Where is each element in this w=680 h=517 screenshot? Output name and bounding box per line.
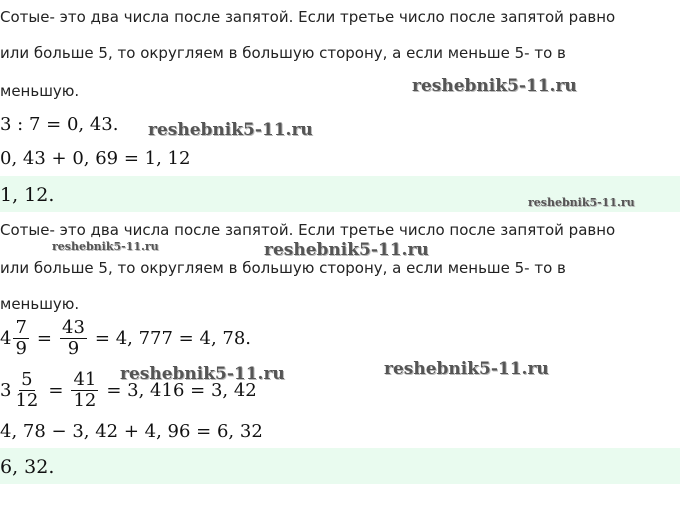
fraction-denominator: 9	[15, 338, 27, 359]
watermark: reshebnik5-11.ru	[528, 196, 635, 209]
fraction-denominator: 9	[67, 338, 80, 359]
fraction-numerator: 5	[21, 369, 33, 390]
answer-band-2	[0, 448, 680, 484]
fraction-denominator: 12	[73, 390, 97, 411]
fraction	[60, 318, 87, 359]
calculation-final: 4, 78 − 3, 42 + 4, 96 = 6, 32	[0, 421, 263, 442]
watermark: reshebnik5-11.ru	[52, 240, 159, 253]
answer-1: 1, 12.	[0, 184, 55, 206]
fraction-numerator: 41	[73, 369, 97, 390]
explanation-line-2b: или больше 5, то округляем в большую сторону, а если меньше 5- то в	[0, 259, 566, 277]
fraction-numerator: 7	[15, 317, 27, 338]
watermark: reshebnik5-11.ru	[412, 76, 577, 96]
explanation-line-3: меньшую.	[0, 82, 80, 100]
calculation-result: = 3, 416 = 3, 42	[106, 380, 257, 401]
watermark: reshebnik5-11.ru	[264, 240, 429, 260]
fraction	[13, 318, 28, 359]
watermark: reshebnik5-11.ru	[120, 364, 285, 384]
fraction-denominator: 12	[15, 390, 39, 411]
calculation-sum: 0, 43 + 0, 69 = 1, 12	[0, 148, 191, 169]
calculation-fraction-1	[0, 318, 251, 359]
equals-sign: =	[48, 380, 64, 401]
explanation-line-1: Сотые- это два числа после запятой. Если третье число после запятой равно	[0, 8, 616, 26]
watermark: reshebnik5-11.ru	[384, 359, 549, 379]
fraction	[71, 370, 98, 411]
watermark: reshebnik5-11.ru	[148, 120, 313, 140]
fraction-numerator: 43	[62, 317, 85, 338]
explanation-line-3b: меньшую.	[0, 295, 80, 313]
answer-2: 6, 32.	[0, 456, 55, 478]
calculation-division: 3 : 7 = 0, 43.	[0, 114, 119, 135]
equals-sign: =	[36, 328, 52, 349]
fraction	[13, 370, 40, 411]
calculation-result: = 4, 777 = 4, 78.	[94, 328, 252, 349]
explanation-line-1b: Сотые- это два числа после запятой. Если третье число после запятой равно	[0, 221, 616, 239]
explanation-line-2: или больше 5, то округляем в большую сторону, а если меньше 5- то в	[0, 44, 566, 62]
mixed-whole: 4	[0, 328, 12, 349]
mixed-whole: 3	[0, 380, 12, 401]
